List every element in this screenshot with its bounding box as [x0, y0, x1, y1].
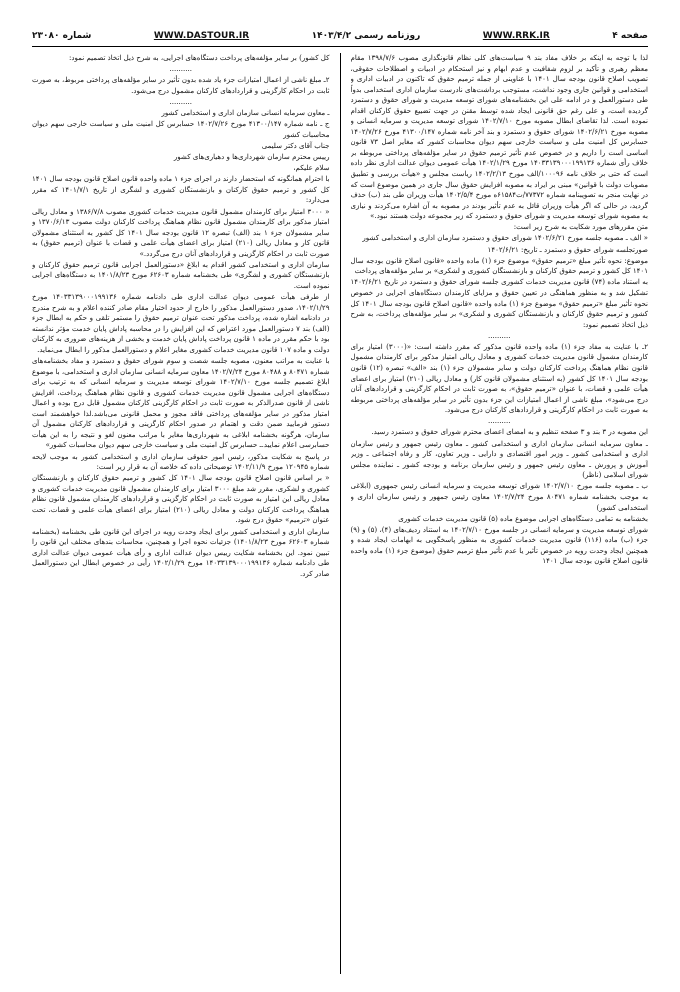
- paragraph: ..........: [169, 96, 192, 106]
- column-divider: [340, 53, 341, 974]
- paragraph: به استناد ماده (۷۴) قانون مدیریت خدمات کشوری جلسه شورای حقوق و دستمزد در تاریخ ۱۴۰۲/۶/۲۱ تشکیل شد و به منظور هماهنگی در تعیین حقوق و مزایای کارمندان دستگاه‌های اجرایی در خصوص نحوه تأثیر مبلغ «ترمیم حقوق» موضوع جزء (۱) ماده واحده «قانون اصلاح قانون بودجه سال ۱۴۰۱ کل کشور و ترمیم حقوق کارکنان و بازنشستگان کشوری و لشکری» بر سایر مؤلفه‌های پرداخت، به شرح ذیل اتخاذ تصمیم نمود:: [350, 277, 648, 329]
- paragraph: ب ـ مصوبه جلسه مورخ ۱۴۰۲/۷/۱۰ شورای توسعه مدیریت و سرمایه انسانی رئیس جمهوری (ابلاغی به موجب بخشنامه شماره ۸۰۴۷۱ مورخ ۱۴۰۲/۷/۲۴ معاون رئیس جمهور و رئیس سازمان اداری و استخدامی کشور): [350, 481, 648, 512]
- gazette-date: روزنامه رسمی ۱۴۰۳/۴/۲: [311, 31, 421, 41]
- paragraph: سلام علیکم،: [293, 163, 330, 173]
- paragraph: ـ معاون سرمایه انسانی سازمان اداری و استخدامی کشور: [161, 108, 330, 118]
- paragraph: سازمان اداری و استخدامی کشور برای ایجاد وحدت رویه در اجرای این قانون طی بخشنامه (بخشنامه شماره ۶۲۶۰۳ مورخ ۱۴۰۱/۸/۲۳) جزئیات نحوه اجرا و همچنین، محاسبات بندهای مختلف این قانون را تبیین نمود. این بخشنامه شکایت رییس دیوان عدالت اداری و رأی هیأت عمومی دیوان عدالت اداری طی دادنامه شماره ۱۴۰۳۳۱۳۹۰۰۰۱۹۹۱۳۶ مورخ ۱۴۰۲/۱/۲۹ رأیی در خصوص ابطال این دستورالعمل صادر کرد.: [32, 526, 330, 578]
- page-number: صفحه ۴: [612, 31, 648, 41]
- paragraph: متن مقررهای مورد شکایت به شرح زیر است:: [513, 222, 648, 232]
- paragraph: این مصوبه در ۳ بند و ۳ صفحه تنظیم و به امضای اعضای محترم شورای حقوق و دستمزد رسید.: [371, 427, 648, 437]
- paragraph: رییس محترم سازمان شهرداری‌ها و دهیاری‌های کشور: [173, 152, 330, 162]
- paragraph: صورتجلسه شورای حقوق و دستمزد ـ تاریخ: ۱۴۰۲/۶/۲۱: [487, 244, 648, 254]
- paragraph: « الف ـ مصوبه جلسه مورخ ۱۴۰۲/۶/۲۱ شورای حقوق و دستمزد سازمان اداری و استخدامی کشور: [362, 233, 648, 243]
- paragraph: شورای توسعه مدیریت و سرمایه انسانی در جلسه مورخ ۱۴۰۲/۷/۱۰ به استناد ردیف‌های (۴)، (۵) و (۹) جزء (ب) ماده (۱۱۶) قانون مدیریت خدمات کشوری به منظور پاسخگویی به ابهامات ایجاد شده و همچنین ایجاد وحدت رویه در خصوص تأثیر یا عدم تأثیر مبلغ ترمیم حقوق (موضوع جزء (۱) ماده واحده قانون اصلاح قانون بودجه سال ۱۴۰۱: [350, 524, 648, 566]
- paragraph: با عنایت به مراتب معنون، مصوبه جلسه شصت و سوم شورای حقوق و دستمزد و مفاد بخشنامه‌های شماره ۸۰۴۷۱ و ۸۰۴۸۸ مورخ ۱۴۰۲/۷/۲۴ معاون سرمایه انسانی سازمان اداری و استخدامی، با موضوع ابلاغ تصمیم جلسه مورخ ۱۴۰۲/۷/۱۰ شورای توسعه مدیریت و سرمایه انسانی که به ترتیب برای دستگاه‌های اجرایی مشمول قانون مدیریت خدمات کشوری و قانون نظام هماهنگ پرداخت، افزایش ناشی از قانون صدرالذکر به صورت ثابت در احکام کارگزینی کارکنان مشمول قابل درج بوده و اعمال امتیاز مذکور در سایر مؤلفه‌های پرداختی فاقد مجوز و محمل قانونی می‌باشد.لذا خواهشمند است دستور فرمایید ضمن دقت و اهتمام در صدور احکام کارگزینی و قراردادهای کارکنان مشمول آن سازمان، هرگونه بخشنامه ابلاغی به شهرداری‌ها مغایر با مراتب معنون لغو و نتیجه را به این هیأت حسابرسی اعلام نمایید.ـ حسابرس کل امنیت ملی و سیاست خارجی سهم دیوان محاسبات کشور»: [32, 356, 330, 450]
- text-columns: [32, 53, 648, 974]
- paragraph: موضوع: نحوه تأثیر مبلغ «ترمیم حقوق» موضوع جزء (۱) ماده واحده «قانون اصلاح قانون بودجه سال ۱۴۰۱ کل کشور و ترمیم حقوق کارکنان و بازنشستگان کشوری و لشکری» بر سایر مؤلفه‌های پرداخت: [350, 255, 648, 276]
- paragraph: از طرفی هیأت عمومی دیوان عدالت اداری طی دادنامه شماره ۱۴۰۳۳۱۳۹۰۰۰۱۹۹۱۳۶ مورخ ۱۴۰۲/۱/۲۹، صدور دستورالعمل مذکور را خارج از حدود اختیار مقام صادر کننده اعلام و به شرح مندرج در دادنامه اشاره شده، پرداخت مذکور تحت عنوان ترمیم حقوق را مستمر تلقی و حکم به ابطال جزء (الف) بند ۷ دستورالعمل مورد اعتراض که این افزایش را در محاسبه پاداش پایان خدمت مؤثر ندانسته بود با حکم مقرر در ماده ۱ قانون پرداخت پاداش پایان خدمت و بخشی از هزینه‌های ضروری به کارکنان دولت و ماده ۱۰۷ قانون مدیریت خدمات کشوری مغایر اعلام و دستورالعمل مذکور را ابطال می‌نماید.: [32, 292, 330, 354]
- page-header: [32, 28, 648, 44]
- paragraph: « ۳۰۰۰ امتیاز برای کارمندان مشمول قانون مدیریت خدمات کشوری مصوب ۱۳۸۶/۷/۸ و معادل ریالی امتیاز مذکور برای کارمندان مشمول قانون نظام هماهنگ پرداخت کارکنان دولت مصوب ۱۳۷۰/۶/۱۳ و سایر مشمولان جزء ۱ بند (الف) تبصره ۱۲ قانون بودجه سال ۱۴۰۱ کل کشور به استثنای مشمولان قانون کار و معادل ریالی (۲۱۰) امتیاز برای اعضای هیأت علمی و قضات با عنوان (ترمیم حقوق) به صورت ثابت در احکام کارگزینی و قراردادهای آنان درج می‌گردد.»: [32, 206, 330, 258]
- paragraph: ..........: [488, 330, 511, 340]
- paragraph: ..........: [488, 416, 511, 426]
- paragraph: سازمان اداری و استخدامی کشور اقدام به ابلاغ «دستورالعمل اجرایی قانون ترمیم حقوق کارکنان و بازنشستگان کشوری و لشگری» طی بخشنامه شماره ۶۲۶۰۳ مورخ ۱۴۰۱/۸/۲۳ به دستگاه‌های اجرایی نموده است.: [32, 259, 330, 291]
- left-column: [32, 53, 330, 974]
- paragraph: ۲ـ با عنایت به مفاد جزء (۱) ماده واحده قانون مذکور که مقرر داشته است: «(۳۰۰۰) امتیاز برای کارمندان مشمول قانون مدیریت خدمات کشوری و معادل ریالی امتیاز مذکور برای کارمندان مشمول قانون نظام هماهنگ پرداخت کارکنان دولت و سایر مشمولان جزء (۱) بند «الف» تبصره (۱۲) قانون بودجه سال ۱۴۰۱ کل کشور (به استثنای مشمولان قانون کار) و معادل ریالی (۲۱۰) امتیاز برای اعضای هیأت علمی و قضات، با عنوان «ترمیم حقوق»، به صورت ثابت در احکام کارگزینی و قراردادهای آنان درج می‌شود»، مبلغ ناشی از اعمال امتیازات این جزء بدون تأثیر در سایر مؤلفه‌های پرداختی مربوطه به صورت ثابت در احکام کارگزینی و قراردادهای کارکنان درج می‌شود.: [350, 341, 648, 415]
- site-link-rrk[interactable]: WWW.RRK.IR: [482, 31, 550, 41]
- header-rule: [32, 46, 648, 47]
- paragraph: ـ معاون سرمایه انسانی سازمان اداری و استخدامی کشور ـ معاون رئیس جمهور و رئیس سازمان اداری و استخدامی کشور ـ وزیر امور اقتصادی و دارایی ـ وزیر تعاون، کار و رفاه اجتماعی ـ وزیر آموزش و پرورش ـ معاون رئیس جمهور و رئیس سازمان برنامه و بودجه کشور ـ نماینده مجلس شورای اسلامی (ناظر): [350, 438, 648, 480]
- paragraph: لذا با توجه به اینکه بر خلاف مفاد بند ۹ سیاست‌های کلی نظام قانونگذاری مصوب ۱۳۹۸/۷/۶ مقام معظم رهبری و تأکید بر لزوم شفافیت و عدم ابهام و نیز استحکام در ادبیات و اصطلاحات حقوقی، تصویب اصلاح قانون بودجه سال ۱۴۰۱ با عناوینی از جمله ترمیم حقوق که تاکنون در ادبیات اداری و استخدامی و قوانین جاری وجود نداشت، مستوجب برداشت‌های نادرست سازمان اداری استخدامی بدواً طی دستورالعمل و در ادامه علی این بخشنامه‌های شورای توسعه مدیریت و شورای حقوق و دستمزد گردیده است، و علی رغم حق قانونی ایجاد شده توسط مقنن در جهت تضییع حقوق کارکنان اقدام نموده است. لذا تقاضای ابطال مصوبه مورخ ۱۴۰۲/۷/۱۰ شورای توسعه مدیریت و سرمایه انسانی و مصوبه مورخ ۱۴۰۲/۶/۲۱ شورای حقوق و دستمزد و بند آخر نامه شماره ۴۱۳۰۰/۱۴۷ مورخ ۱۴۰۲/۷/۲۶ حسابرس کل امنیت ملی و سیاست خارجی سهم دیوان محاسبات کشور که مغایر اصل ۷۳ قانون اساسی است را داریم و در خصوص عدم تأثیر ترمیم حقوق در سایر مؤلفه‌های پرداختی مربوطه بر خلاف رأی شماره ۱۴۰۳۳۱۳۹۰۰۰۱۹۹۱۳۶ مورخ ۱۴۰۲/۱/۲۹ هیأت عمومی دیوان عدالت اداری نظر داده است که حتی بر خلاف نامه ۱۰۰۰۹۶/الف مورخ ۱۴۰۲/۲/۱۳ ریاست مجلس و «هیأت بررسی و تطبیق مصوبات دولت با قوانین» مبنی بر ایراد به مصوبه افزایش حقوق سال جاری در همین موضوع است که در نهایت منجر به تصویبنامه شماره ۷۷۳۷۲/ت۶۱۵۸۴ه مورخ ۱۴۰۲/۵/۴ هیأت وزیران طی بند (ب) حذف گردید، در حالی که اگر هیأت وزیران قائل به عدم تأثیر بودند در مصوبه به آن اشاره می‌کردند و نیازی به مصوبه شورای توسعه مدیریت و شورای حقوق و دستمزد که زیر مجموعه دولت هستند نبود.»: [350, 53, 648, 221]
- paragraph: ۲ـ مبلغ ناشی از اعمال امتیازات جزء یاد شده بدون تأثیر در سایر مؤلفه‌های پرداختی مربوط، به صورت ثابت در احکام کارگزینی و قراردادهای کارکنان مشمول درج می‌شود.: [32, 75, 330, 95]
- paragraph: با احترام همانگونه که استحضار دارند در اجرای جزء ۱ ماده واحده قانون اصلاح قانون بودجه سال ۱۴۰۱ کل کشور و ترمیم حقوق کارکنان و بازنشستگان کشوری و لشگری از تاریخ ۱۴۰۱/۷/۱ که مقرر می‌دارد:: [32, 174, 330, 205]
- paragraph: ..........: [169, 64, 192, 74]
- paragraph: ج ـ نامه شماره ۴۱۳۰۰/۱۴۷ مورخ ۱۴۰۲/۷/۲۶ حسابرس کل امنیت ملی و سیاست خارجی سهم دیوان محاسبات کشور: [32, 119, 330, 139]
- paragraph: جناب آقای دکتر سلیمی: [261, 140, 330, 150]
- paragraph: در پاسخ به شکایت مذکور، رئیس امور حقوقی سازمان اداری و استخدامی کشور به موجب لایحه شماره ۱۲۰۹۴۵ مورخ ۱۴۰۲/۱۱/۹ توضیحاتی داده که خلاصه آن به قرار زیر است:: [32, 451, 330, 472]
- paragraph: « بر اساس قانون اصلاح قانون بودجه سال ۱۴۰۱ کل کشور و ترمیم حقوق کارکنان و بازنشستگان کشوری و لشکری، مقرر شد مبلغ ۳۰۰۰ امتیاز برای کارمندان مشمول قانون مدیریت خدمات کشوری و معادل ریالی این امتیاز به صورت ثابت در احکام کارگزینی و قراردادهای کارمندان مشمول قانون نظام هماهنگ پرداخت کارکنان دولت و معادل ریالی (۲۱۰) امتیاز برای اعضای هیأت علمی و قضات، تحت عنوان «ترمیم» حقوق درج شود.: [32, 473, 330, 525]
- site-link-dastour[interactable]: WWW.DASTOUR.IR: [153, 31, 250, 41]
- right-column: [351, 53, 649, 974]
- paragraph: کل کشور) بر سایر مؤلفه‌های پرداخت دستگاه‌های اجرایی، به شرح ذیل اتخاذ تصمیم نمود:: [69, 53, 330, 62]
- paragraph: بخشنامه به تمامی دستگاه‌های اجرایی موضوع ماده (۵) قانون مدیریت خدمات کشوری: [398, 513, 648, 523]
- issue-number: شماره ۲۳۰۸۰: [32, 31, 92, 41]
